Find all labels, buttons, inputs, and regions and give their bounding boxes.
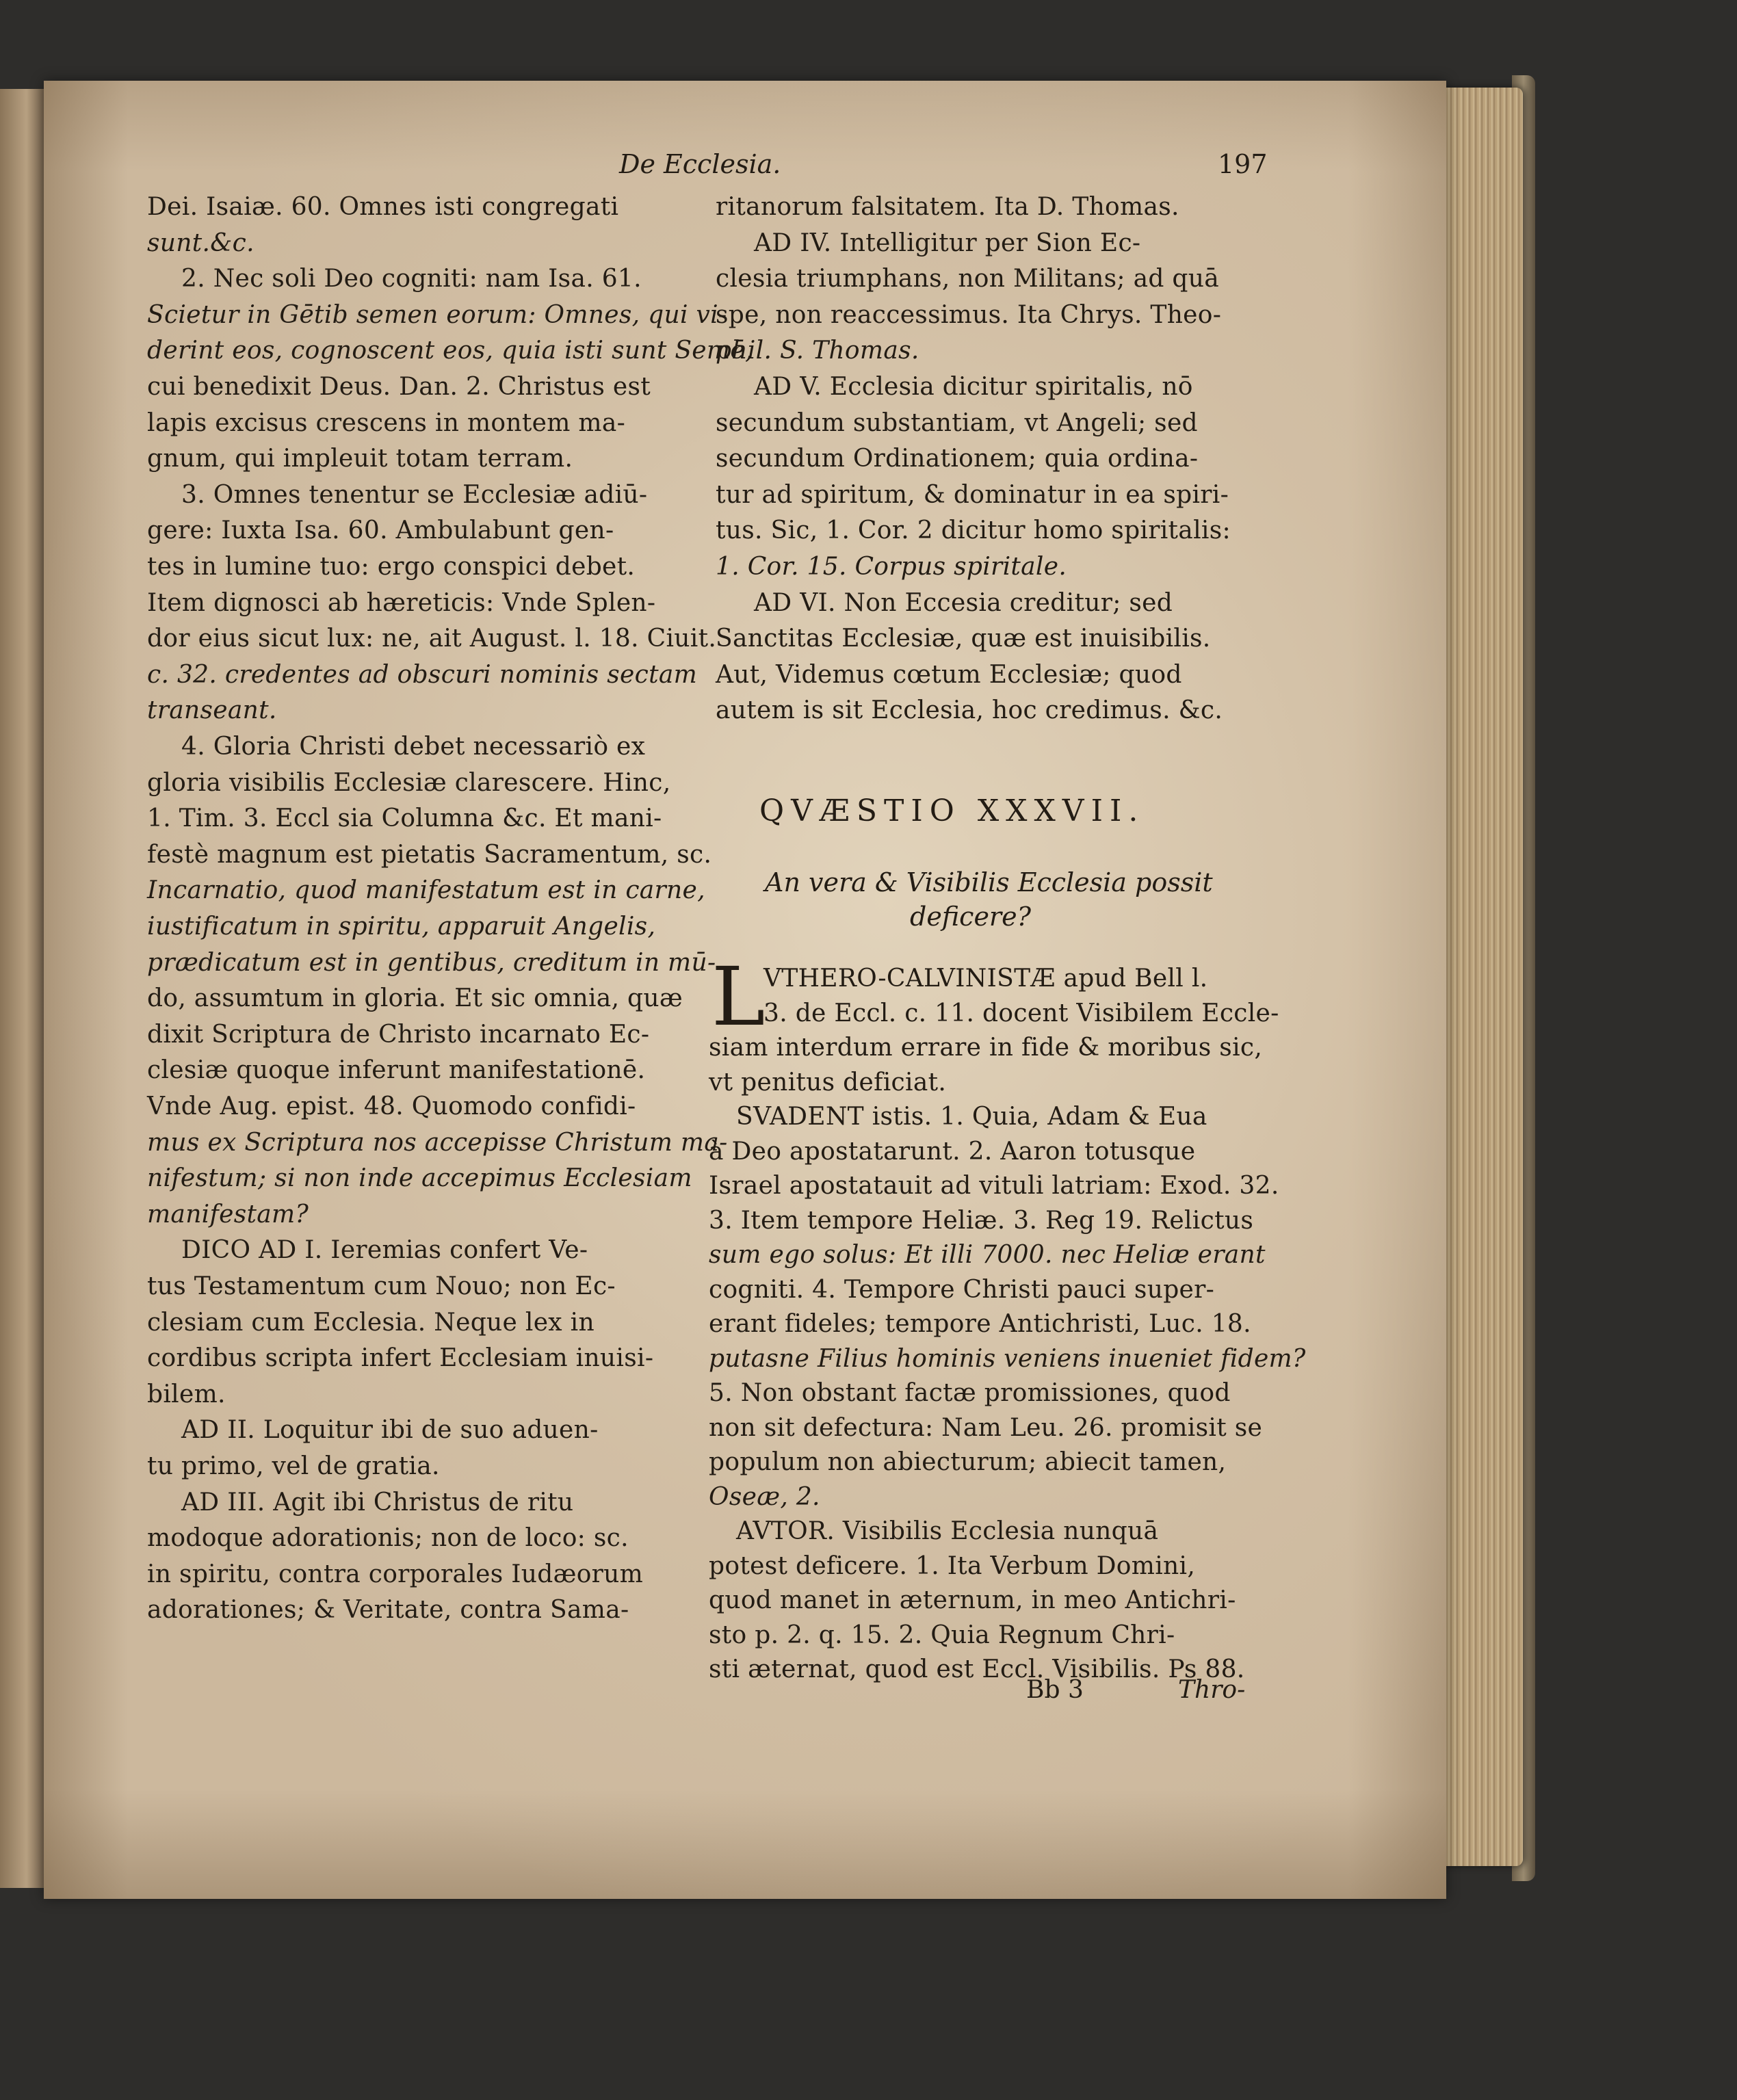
text-line: in spiritu, contra corporales Iudæorum — [147, 1560, 644, 1588]
text-line: dixit Scriptura de Christo incarnato Ec- — [147, 1020, 650, 1049]
text-line: clesiæ quoque inferunt manifestationē. — [147, 1056, 646, 1085]
text-line: clesiam cum Ecclesia. Neque lex in — [147, 1308, 595, 1337]
text-line: erant fideles; tempore Antichristi, Luc. 18. — [709, 1310, 1251, 1338]
text-line: Aut, Videmus cœtum Ecclesiæ; quod — [716, 660, 1182, 689]
text-line: AD II. Loquitur ibi de suo aduen- — [181, 1416, 599, 1445]
text-line: derint eos, cognoscent eos, quia isti sunt Semē, — [147, 337, 753, 365]
text-line: AD VI. Non Eccesia creditur; sed — [754, 588, 1173, 617]
text-line: SVADENT istis. 1. Quia, Adam & Eua — [736, 1103, 1207, 1131]
text-line: iustificatum in spiritu, apparuit Angelis, — [147, 913, 656, 941]
running-head: De Ecclesia. — [619, 149, 781, 179]
text-line: VTHERO-CALVINISTÆ apud Bell l. — [763, 964, 1208, 993]
text-line: cui benedixit Deus. Dan. 2. Christus est — [147, 373, 651, 401]
text-line: 1. Tim. 3. Eccl sia Columna &c. Et mani- — [147, 804, 662, 833]
text-line: putasne Filius hominis veniens inueniet fidem? — [709, 1344, 1306, 1373]
text-line: gere: Iuxta Isa. 60. Ambulabunt gen- — [147, 516, 614, 545]
text-line: potest deficere. 1. Ita Verbum Domini, — [709, 1551, 1196, 1580]
text-line: tu primo, vel de gratia. — [147, 1452, 440, 1480]
text-line: tus. Sic, 1. Cor. 2 dicitur homo spiritalis: — [716, 516, 1231, 545]
catchword: Thro- — [1178, 1676, 1246, 1704]
text-line: Dei. Isaiæ. 60. Omnes isti congregati — [147, 193, 619, 221]
text-line: Incarnatio, quod manifestatum est in carne, — [147, 876, 705, 905]
text-line: non sit defectura: Nam Leu. 26. promisit se — [709, 1413, 1263, 1442]
text-line: c. 32. credentes ad obscuri nominis sectam — [147, 660, 698, 689]
text-line: festè magnum est pietatis Sacramentum, sc. — [147, 840, 712, 869]
text-line: AD IV. Intelligitur per Sion Ec- — [754, 228, 1141, 257]
text-line: transeant. — [147, 696, 277, 725]
text-line: tus Testamentum cum Nouo; non Ec- — [147, 1272, 616, 1300]
quaestio-subtitle-line-2: deficere? — [910, 902, 1031, 932]
text-line: sto p. 2. q. 15. 2. Quia Regnum Chri- — [709, 1620, 1175, 1649]
text-line: sti æternat, quod est Eccl. Visibilis. Ps 88. — [709, 1655, 1245, 1683]
text-line: lapis excisus crescens in montem ma- — [147, 408, 626, 437]
text-line: sunt.&c. — [147, 228, 254, 257]
text-line: ritanorum falsitatem. Ita D. Thomas. — [716, 193, 1179, 221]
quaestio-subtitle-line-1: An vera & Visibilis Ecclesia possit — [765, 867, 1213, 897]
text-line: modoque adorationis; non de loco: sc. — [147, 1524, 629, 1553]
text-line: vt penitus deficiat. — [709, 1068, 947, 1097]
text-line: 4. Gloria Christi debet necessariò ex — [181, 733, 646, 761]
text-line: 3. de Eccl. c. 11. docent Visibilem Eccle- — [763, 999, 1279, 1027]
text-line: gloria visibilis Ecclesiæ clarescere. Hinc, — [147, 768, 671, 797]
text-line: Israel apostatauit ad vituli latriam: Exod. 32. — [709, 1172, 1279, 1200]
text-line: prædicatum est in gentibus, creditum in mū- — [147, 948, 716, 977]
text-line: dor eius sicut lux: ne, ait August. l. 18. Ciuit. — [147, 625, 717, 653]
text-line: secundum substantiam, vt Angeli; sed — [716, 408, 1198, 437]
text-line: Oseæ, 2. — [709, 1482, 820, 1511]
text-line: tes in lumine tuo: ergo conspici debet. — [147, 553, 636, 581]
text-line: 1. Cor. 15. Corpus spiritale. — [716, 553, 1067, 581]
text-line: populum non abiecturum; abiecit tamen, — [709, 1448, 1227, 1476]
text-line: Item dignosci ab hæreticis: Vnde Splen- — [147, 588, 656, 617]
text-line: 2. Nec soli Deo cogniti: nam Isa. 61. — [181, 265, 642, 293]
text-line: AVTOR. Visibilis Ecclesia nunquā — [736, 1517, 1159, 1545]
text-line: Scietur in Gētib semen eorum: Omnes, qui vi- — [147, 300, 727, 329]
text-line: mus ex Scriptura nos accepisse Christum ma- — [147, 1128, 728, 1157]
text-line: nifestum; si non inde accepimus Ecclesiam — [147, 1164, 692, 1193]
text-line: adorationes; & Veritate, contra Sama- — [147, 1596, 629, 1625]
text-line: do, assumtum in gloria. Et sic omnia, quæ — [147, 984, 683, 1013]
text-line: secundum Ordinationem; quia ordina- — [716, 445, 1199, 473]
text-line: cogniti. 4. Tempore Christi pauci super- — [709, 1275, 1215, 1304]
previous-page-edge — [0, 89, 48, 1888]
quaestio-title: QVÆSTIO XXXVII. — [759, 793, 1145, 828]
text-line: quod manet in æternum, in meo Antichri- — [709, 1586, 1236, 1614]
page-number: 197 — [1218, 149, 1268, 179]
text-line: Sanctitas Ecclesiæ, quæ est inuisibilis. — [716, 625, 1211, 653]
text-line: clesia triumphans, non Militans; ad quā — [716, 265, 1220, 293]
page-fore-edge — [1441, 88, 1523, 1866]
text-line: 5. Non obstant factæ promissiones, quod — [709, 1379, 1231, 1407]
signature-mark: Bb 3 — [1026, 1676, 1084, 1704]
text-line: Vnde Aug. epist. 48. Quomodo confidi- — [147, 1092, 636, 1120]
text-line: 3. Item tempore Heliæ. 3. Reg 19. Relictus — [709, 1206, 1254, 1235]
text-line: phil. S. Thomas. — [716, 337, 919, 365]
text-line: gnum, qui impleuit totam terram. — [147, 445, 573, 473]
text-line: siam interdum errare in fide & moribus sic, — [709, 1034, 1263, 1062]
text-line: AD V. Ecclesia dicitur spiritalis, nō — [754, 373, 1193, 401]
text-line: 3. Omnes tenentur se Ecclesiæ adiū- — [181, 480, 648, 509]
text-line: manifestam? — [147, 1200, 309, 1229]
text-line: AD III. Agit ibi Christus de ritu — [181, 1488, 574, 1517]
drop-cap: L — [711, 949, 766, 1044]
text-line: bilem. — [147, 1380, 226, 1408]
text-line: tur ad spiritum, & dominatur in ea spiri- — [716, 480, 1229, 509]
text-line: DICO AD I. Ieremias confert Ve- — [181, 1236, 588, 1265]
text-line: cordibus scripta infert Ecclesiam inuisi- — [147, 1344, 654, 1373]
text-line: sum ego solus: Et illi 7000. nec Heliæ erant — [709, 1241, 1266, 1269]
text-line: spe, non reaccessimus. Ita Chrys. Theo- — [716, 300, 1222, 329]
text-line: autem is sit Ecclesia, hoc credimus. &c. — [716, 696, 1223, 725]
text-line: à Deo apostatarunt. 2. Aaron totusque — [709, 1137, 1196, 1166]
